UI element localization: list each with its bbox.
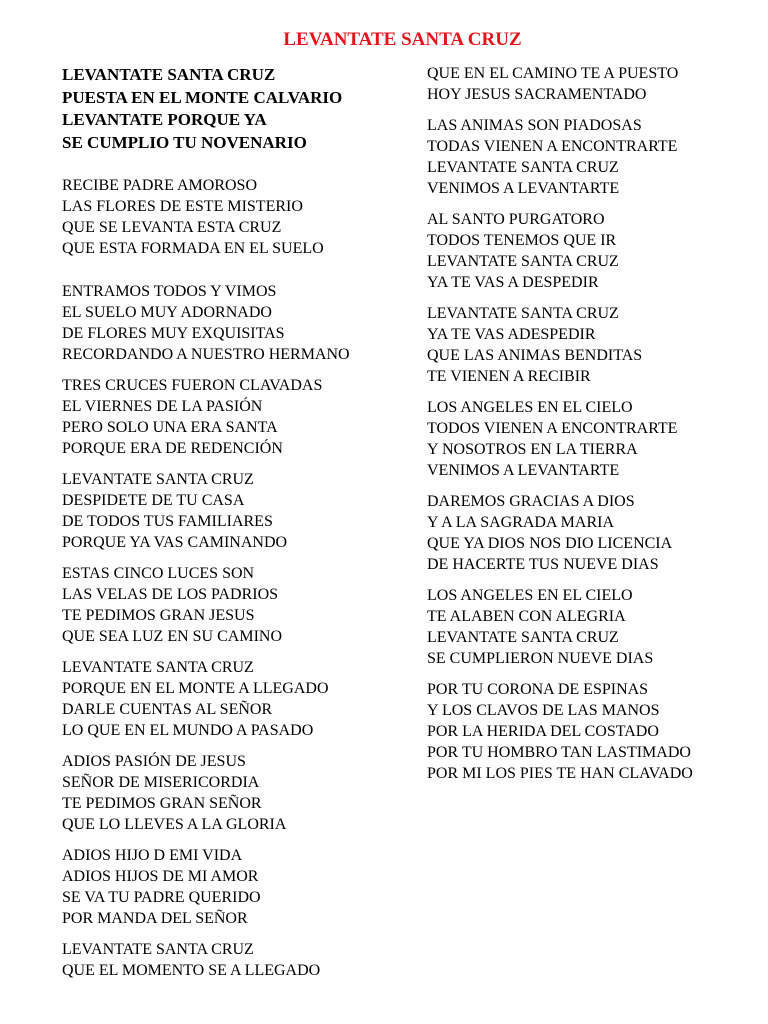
stanza [62, 751, 350, 835]
verse-line: QUE YA DIOS NOS DIO LICENCIA [427, 535, 673, 552]
stanza [427, 585, 693, 669]
verse-line: DARLE CUENTAS AL SEÑOR [62, 701, 273, 718]
verse-line: VENIMOS A LEVANTARTE [427, 180, 620, 197]
verse-line: ENTRAMOS TODOS Y VIMOS [62, 283, 277, 300]
verse-line: VENIMOS A LEVANTARTE [427, 462, 620, 479]
verse-line: TE PEDIMOS GRAN SEÑOR [62, 795, 262, 812]
verse-line: RECIBE PADRE AMOROSO [62, 177, 258, 194]
verse-line: AL SANTO PURGATORO [427, 211, 605, 228]
verse-line: TODOS TENEMOS QUE IR [427, 232, 617, 249]
verse-line: Y A LA SAGRADA MARIA [427, 514, 614, 531]
verse-line: QUE LAS ANIMAS BENDITAS [427, 347, 643, 364]
verse-line: POR MI LOS PIES TE HAN CLAVADO [427, 765, 693, 782]
verse-line: PORQUE ERA DE REDENCIÓN [62, 440, 283, 457]
verse-line: PUESTA EN EL MONTE CALVARIO [62, 87, 343, 107]
verse-line: DE TODOS TUS FAMILIARES [62, 513, 273, 530]
verse-line: HOY JESUS SACRAMENTADO [427, 86, 647, 103]
right-column [427, 63, 693, 784]
verse-line: LAS VELAS DE LOS PADRIOS [62, 586, 279, 603]
verse-line: TE ALABEN CON ALEGRIA [427, 608, 626, 625]
verse-line: LEVANTATE SANTA CRUZ [427, 159, 619, 176]
verse-line: DAREMOS GRACIAS A DIOS [427, 493, 635, 510]
verse-line: ADIOS HIJO D EMI VIDA [62, 847, 243, 864]
verse-line: PERO SOLO UNA ERA SANTA [62, 419, 278, 436]
stanza [62, 845, 350, 929]
verse-line: LAS FLORES DE ESTE MISTERIO [62, 198, 303, 215]
verse-line: ADIOS HIJOS DE MI AMOR [62, 868, 259, 885]
verse-line: TRES CRUCES FUERON CLAVADAS [62, 377, 323, 394]
stanza [62, 375, 350, 459]
stanza [427, 397, 693, 481]
verse-line: YA TE VAS A DESPEDIR [427, 274, 599, 291]
stanza [427, 491, 693, 575]
verse-line: TODAS VIENEN A ENCONTRARTE [427, 138, 678, 155]
verse-line: EL VIERNES DE LA PASIÓN [62, 398, 263, 415]
verse-line: LEVANTATE SANTA CRUZ [427, 253, 619, 270]
stanza [427, 209, 693, 293]
stanza [62, 469, 350, 553]
verse-line: LEVANTATE SANTA CRUZ [62, 941, 254, 958]
stanza [62, 939, 350, 981]
verse-line: LEVANTATE SANTA CRUZ [62, 659, 254, 676]
verse-line: LEVANTATE SANTA CRUZ [427, 629, 619, 646]
stanza [62, 175, 350, 259]
verse-line: POR TU CORONA DE ESPINAS [427, 681, 649, 698]
verse-line: QUE ESTA FORMADA EN EL SUELO [62, 240, 324, 257]
verse-line: QUE SEA LUZ EN SU CAMINO [62, 628, 282, 645]
verse-line: QUE EN EL CAMINO TE A PUESTO [427, 65, 679, 82]
verse-line: DE HACERTE TUS NUEVE DIAS [427, 556, 659, 573]
verse-line: LEVANTATE SANTA CRUZ [62, 471, 254, 488]
verse-line: LAS ANIMAS SON PIADOSAS [427, 117, 642, 134]
verse-line: EL SUELO MUY ADORNADO [62, 304, 272, 321]
verse-line: RECORDANDO A NUESTRO HERMANO [62, 346, 350, 363]
verse-line: Y LOS CLAVOS DE LAS MANOS [427, 702, 660, 719]
verse-line: LOS ANGELES EN EL CIELO [427, 587, 633, 604]
verse-line: DESPIDETE DE TU CASA [62, 492, 245, 509]
verse-line: SE CUMPLIERON NUEVE DIAS [427, 650, 654, 667]
verse-line: ADIOS PASIÓN DE JESUS [62, 753, 246, 770]
stanza [427, 303, 693, 387]
verse-line: LEVANTATE PORQUE YA [62, 110, 267, 129]
verse-line: LO QUE EN EL MUNDO A PASADO [62, 722, 314, 739]
verse-line: QUE SE LEVANTA ESTA CRUZ [62, 219, 282, 236]
chorus-stanza [62, 64, 350, 154]
verse-line: LEVANTATE SANTA CRUZ [62, 65, 276, 84]
stanza [427, 679, 693, 784]
verse-line: Y NOSOTROS EN LA TIERRA [427, 441, 638, 458]
verse-line: SE CUMPLIO TU NOVENARIO [62, 132, 307, 152]
verse-line: TE PEDIMOS GRAN JESUS [62, 607, 255, 624]
verse-line: TE VIENEN A RECIBIR [427, 368, 591, 385]
verse-line: LOS ANGELES EN EL CIELO [427, 399, 633, 416]
verse-line: POR MANDA DEL SEÑOR [62, 910, 248, 927]
verse-line: TODOS VIENEN A ENCONTRARTE [427, 420, 678, 437]
left-column [62, 64, 350, 981]
verse-line: YA TE VAS ADESPEDIR [427, 326, 596, 343]
verse-line: SEÑOR DE MISERICORDIA [62, 774, 260, 791]
verse-line: QUE EL MOMENTO SE A LLEGADO [62, 962, 321, 979]
verse-line: POR LA HERIDA DEL COSTADO [427, 723, 659, 740]
verse-line: POR TU HOMBRO TAN LASTIMADO [427, 744, 691, 761]
verse-line: ESTAS CINCO LUCES SON [62, 565, 255, 582]
page-title: LEVANTATE SANTA CRUZ [283, 29, 522, 50]
stanza [62, 281, 350, 365]
stanza [62, 563, 350, 647]
verse-line: PORQUE EN EL MONTE A LLEGADO [62, 680, 329, 697]
stanza [427, 63, 693, 105]
verse-line: SE VA TU PADRE QUERIDO [62, 889, 261, 906]
verse-line: LEVANTATE SANTA CRUZ [427, 305, 619, 322]
stanza [427, 115, 693, 199]
verse-line: DE FLORES MUY EXQUISITAS [62, 325, 285, 342]
verse-line: PORQUE YA VAS CAMINANDO [62, 534, 288, 551]
stanza [62, 657, 350, 741]
verse-line: QUE LO LLEVES A LA GLORIA [62, 816, 287, 833]
